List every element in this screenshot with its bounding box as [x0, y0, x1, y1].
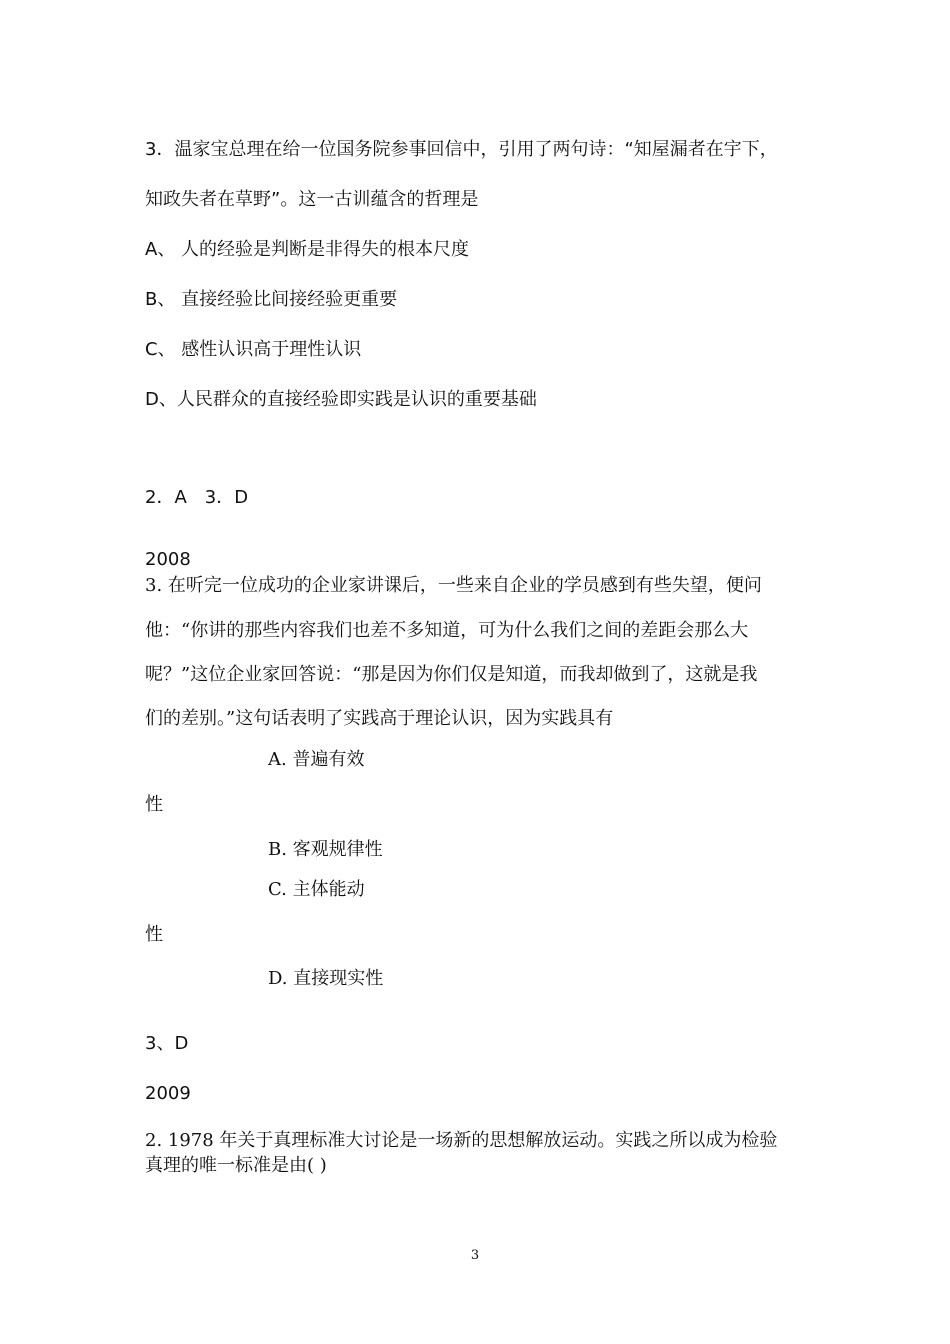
question-2008-option-d: D. 直接现实性: [268, 968, 384, 989]
question-3-option-b: B、 直接经验比间接经验更重要: [145, 289, 398, 310]
question-3-line-2: 知政失者在草野”。这一古训蕴含的哲理是: [145, 189, 479, 210]
question-3-option-a: A、 人的经验是判断是非得失的根本尺度: [145, 239, 470, 260]
question-3-option-d: D、人民群众的直接经验即实践是认识的重要基础: [145, 389, 537, 410]
question-2009-line-1: 2. 1978 年关于真理标准大讨论是一场新的思想解放运动。实践之所以成为检验: [145, 1130, 778, 1151]
answer-key-2008: 3、D: [145, 1033, 189, 1054]
question-2008-line-3: 呢？”这位企业家回答说：“那是因为你们仅是知道，而我却做到了，这就是我: [145, 664, 758, 685]
question-2008-line-4: 们的差别。”这句话表明了实践高于理论认识，因为实践具有: [145, 708, 614, 729]
question-2009-line-2: 真理的唯一标准是由( ): [145, 1155, 327, 1176]
answer-key-1: 2．A 3．D: [145, 487, 249, 508]
question-2008-option-a-wrap: 性: [145, 794, 163, 815]
question-2008-line-2: 他：“你讲的那些内容我们也差不多知道，可为什么我们之间的差距会那么大: [145, 620, 749, 641]
question-2008-line-1: 3. 在听完一位成功的企业家讲课后，一些来自企业的学员感到有些失望，便问: [145, 575, 762, 596]
question-2008-option-c-wrap: 性: [145, 924, 163, 945]
question-2008-option-b: B. 客观规律性: [268, 839, 383, 860]
question-2008-option-c: C. 主体能动: [268, 879, 365, 900]
question-3-line-1: 3．温家宝总理在给一位国务院参事回信中，引用了两句诗：“知屋漏者在宇下，: [145, 139, 778, 160]
year-heading-2009: 2009: [145, 1083, 191, 1104]
question-3-option-c: C、 感性认识高于理性认识: [145, 339, 362, 360]
year-heading-2008: 2008: [145, 549, 191, 570]
page-number: 3: [470, 1248, 480, 1263]
question-2008-option-a: A. 普遍有效: [268, 749, 365, 770]
